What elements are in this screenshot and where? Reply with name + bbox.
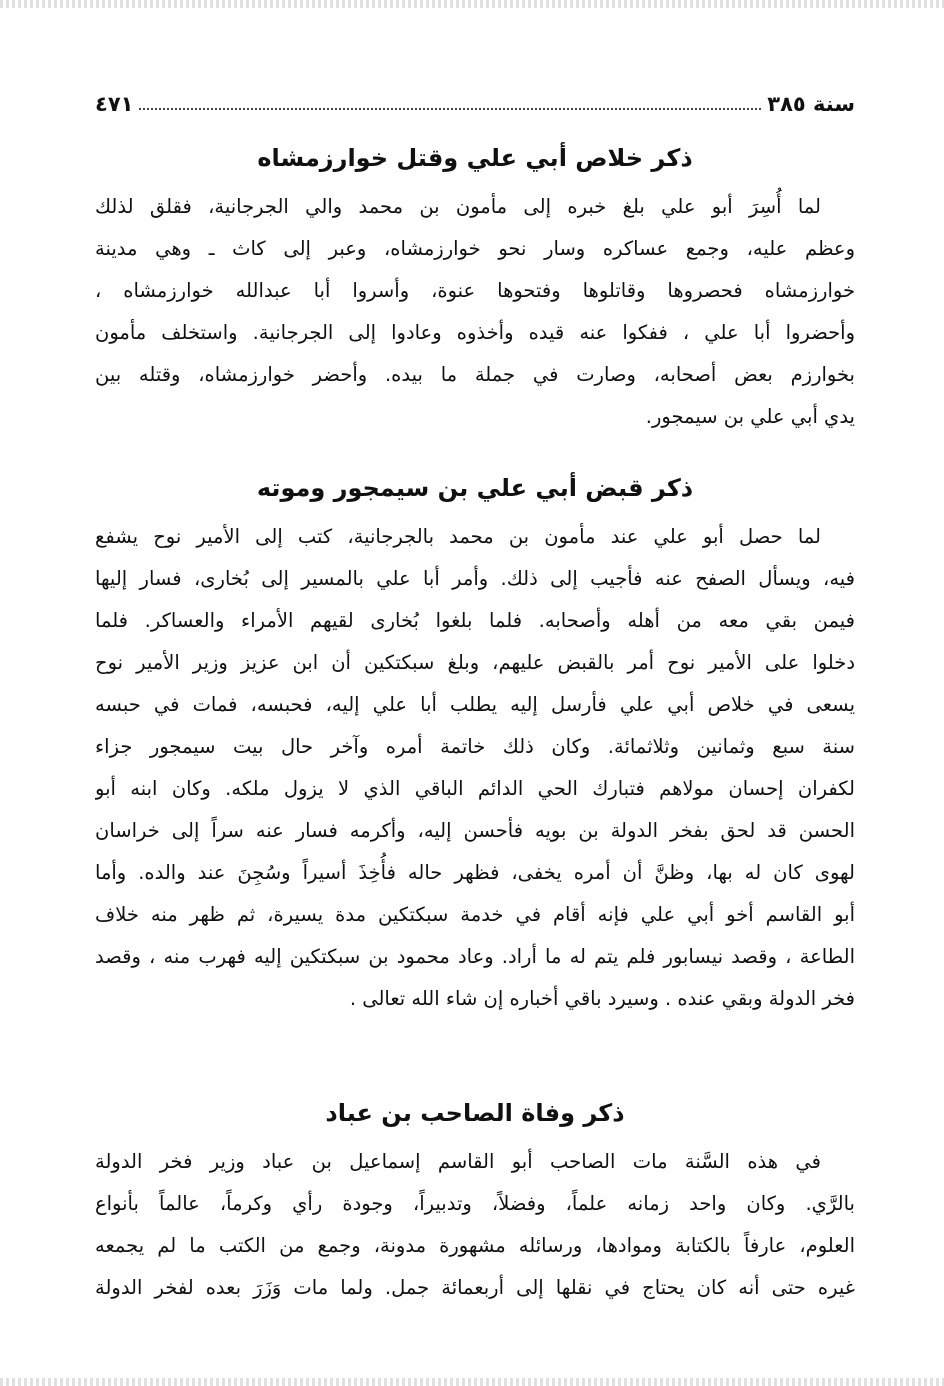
- page-edge-top: [0, 0, 944, 8]
- text-line: لكفران إحسان مولاهم فتبارك الحي الدائم الباقي الذي لا يزول ملكه. وكان ابنه أبو: [95, 777, 855, 800]
- section-3: [95, 1085, 855, 1309]
- text-line: وأحضروا أبا علي ، ففكوا عنه قيده وأخذوه وعادوا إلى الجرجانية. واستخلف مأمون: [95, 321, 855, 344]
- page-edge-bottom: [0, 1378, 944, 1386]
- text-line: الحسن قد لحق بفخر الدولة بن بويه فأحسن إليه، وأكرمه فسار عنه سراً إلى خراسان: [95, 819, 855, 842]
- text-line: لهوى كان له بها، وظنَّ أن أمره يخفى، فظهر حاله فأُخِذَ أسيراً وسُجِنَ عند والده. وأما: [95, 861, 855, 884]
- section-heading: ذكر قبض أبي علي بن سيمجور وموته: [256, 474, 694, 502]
- text-line: يدي أبي علي بن سيمجور.: [645, 405, 855, 428]
- text-line: سنة سبع وثمانين وثلاثمائة. وكان ذلك خاتمة أمره وآخر حال بيت سيمجور جزاء: [95, 735, 855, 758]
- text-line: في هذه السَّنة مات الصاحب أبو القاسم إسماعيل بن عباد وزير فخر الدولة: [95, 1150, 821, 1173]
- dot-leader: [139, 108, 761, 110]
- page-number: ٤٧١: [95, 92, 134, 116]
- text-line: خوارزمشاه فحصروها وقاتلوها وفتحوها عنوة، وأسروا أبا عبدالله خوارزمشاه ،: [95, 279, 855, 302]
- section-heading: ذكر وفاة الصاحب بن عباد: [325, 1099, 625, 1127]
- text-line: فيه، ويسأل الصفح عنه فأجيب إلى ذلك. وأمر أبا علي بالمسير إلى بُخارى، فسار إليها: [95, 567, 855, 590]
- section-1: [95, 130, 855, 438]
- text-line: لما حصل أبو علي عند مأمون بن محمد بالجرجانية، كتب إلى الأمير نوح يشفع: [95, 525, 821, 548]
- text-line: بخوارزم بعض أصحابه، وصارت في جملة ما بيده. وأحضر خوارزمشاه، وقتله بين: [95, 363, 855, 386]
- text-line: أبو القاسم أخو أبي علي فإنه أقام في خدمة سبكتكين مدة يسيرة، ثم ظهر منه خلاف: [95, 903, 855, 926]
- text-line: وعظم عليه، وجمع عساكره وسار نحو خوارزمشاه، وعبر إلى كاث ـ وهي مدينة: [95, 237, 855, 260]
- text-line: غيره حتى أنه كان يحتاج في نقلها إلى أربعمائة جمل. ولما مات وَزَرَ بعده لفخر الدولة: [95, 1276, 855, 1299]
- text-line: فخر الدولة وبقي عنده . وسيرد باقي أخباره إن شاء الله تعالى .: [349, 987, 855, 1010]
- text-line: فيمن بقي معه من أهله وأصحابه. فلما بلغوا بُخارى لقيهم الأمراء والعساكر. فلما: [95, 609, 855, 632]
- running-header: [95, 86, 855, 116]
- text-line: لما أُسِرَ أبو علي بلغ خبره إلى مأمون بن محمد والي الجرجانية، فقلق لذلك: [95, 195, 821, 218]
- text-line: دخلوا على الأمير نوح أمر بالقبض عليهم، وبلغ سبكتكين أن ابن عزيز وزير الأمير نوح: [95, 651, 855, 674]
- section-2: [95, 460, 855, 1020]
- running-title: سنة ٣٨٥: [767, 92, 855, 116]
- text-line: يسعى في خلاص أبي علي فأرسل إليه يطلب أبا علي إليه، فحبسه، فمات في حبسه: [95, 693, 855, 716]
- text-line: الطاعة ، وقصد نيسابور فلم يتم له ما أراد. وعاد محمود بن سبكتكين إليه فهرب منه ، وقصد: [95, 945, 855, 968]
- text-line: العلوم، عارفاً بالكتابة وموادها، ورسائله مشهورة مدونة، وجمع من الكتب ما لم يجمعه: [95, 1234, 855, 1257]
- text-line: بالرَّي. وكان واحد زمانه علماً، وفضلاً، وتدبيراً، وجودة رأي وكرماً، عالماً بأنواع: [95, 1192, 855, 1215]
- section-heading: ذكر خلاص أبي علي وقتل خوارزمشاه: [257, 144, 693, 172]
